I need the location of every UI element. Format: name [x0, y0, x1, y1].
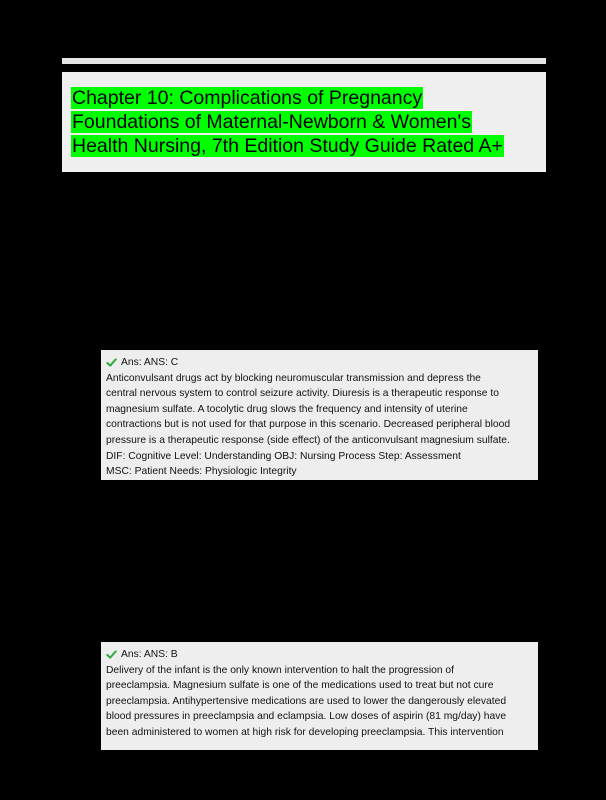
answer-box: [101, 350, 538, 480]
answer-text-line: Delivery of the infant is the only known intervention to halt the progression of: [106, 664, 455, 676]
title-line-text: Health Nursing, 7th Edition Study Guide Rated A+: [72, 135, 503, 157]
answer-text-line: pressure is a therapeutic response (side effect) of the anticonvulsant magnesium sulfate.: [106, 434, 510, 446]
checkmark-icon: [106, 649, 117, 660]
answer-text-line: contractions but is not used for that purpose in this scenario. Decreased peripheral blood: [106, 419, 511, 431]
answer-text-line: central nervous system to control seizure activity. Diuresis is a therapeutic response to: [106, 388, 499, 400]
title-line: [71, 86, 538, 110]
answer-label: Ans: ANS: C: [121, 357, 179, 368]
checkmark-icon: [106, 357, 117, 368]
answer-label: Ans: ANS: B: [121, 649, 178, 660]
answer-text-line: Anticonvulsant drugs act by blocking neuromuscular transmission and depress the: [106, 372, 481, 384]
answer-header: [106, 647, 532, 663]
answer-text-line: MSC: Patient Needs: Physiologic Integrity: [106, 466, 297, 478]
answer-text-line: preeclampsia. Magnesium sulfate is one of the medications used to treat but not cure: [106, 680, 494, 692]
answer-text-line: DIF: Cognitive Level: Understanding OBJ: Nursing Process Step: Assessment: [106, 450, 461, 462]
answer-text-line: been administered to women at high risk for developing preeclampsia. This intervention: [106, 726, 504, 738]
answer-text-line: blood pressures in preeclampsia and eclampsia. Low doses of aspirin (81 mg/day) have: [106, 711, 507, 723]
title-block: [62, 72, 546, 172]
title-line-text: Chapter 10: Complications of Pregnancy: [72, 87, 423, 109]
answer-text-line: preeclampsia. Antihypertensive medications are used to lower the dangerously elevated: [106, 695, 507, 707]
answer-box: [101, 642, 538, 750]
top-divider: [62, 58, 546, 64]
answer-header: [106, 355, 532, 371]
title-line: [71, 134, 538, 158]
answer-text-line: magnesium sulfate. A tocolytic drug slows the frequency and intensity of uterine: [106, 403, 468, 415]
title-line: [71, 110, 538, 134]
title-line-text: Foundations of Maternal-Newborn & Women's: [72, 111, 471, 133]
